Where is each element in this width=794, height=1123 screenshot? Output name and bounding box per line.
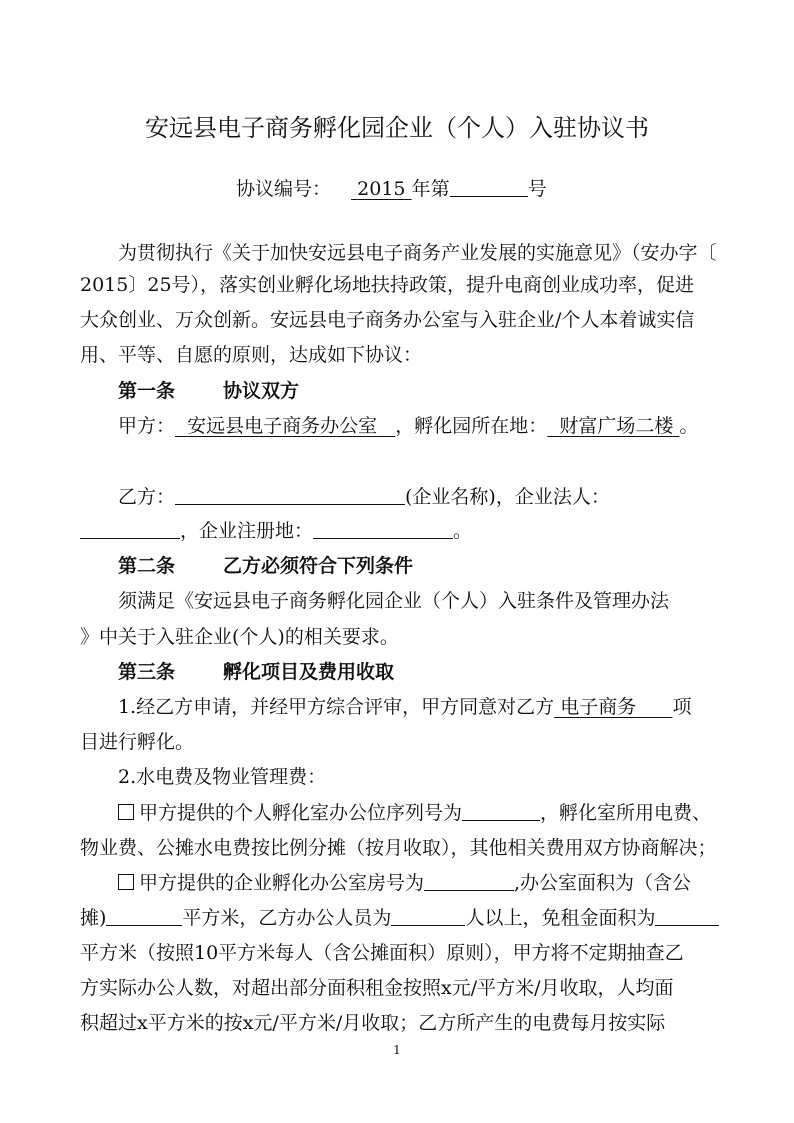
preamble-line-4: 用、平等、自愿的原则，达成如下协议： xyxy=(80,344,423,366)
staff-count-blank xyxy=(391,907,465,926)
article-3-item-2: 2.水电费及物业管理费： xyxy=(118,766,327,788)
company-name-blank xyxy=(175,486,405,505)
preamble-line-3: 大众创业、万众创新。安远县电子商务办公室与入驻企业/个人本着诚实信 xyxy=(80,309,695,331)
incubator-location: 财富广场二楼 xyxy=(559,415,674,437)
party-a-line: 甲方： 安远县电子商务办公室 ，孵化园所在地： 财富广场二楼 。 xyxy=(118,415,699,437)
article-3-item-1-cont: 目进行孵化。 xyxy=(80,731,195,753)
office-area-blank xyxy=(106,907,182,926)
option-company-office-line-5: 积超过x平方米的按x元/平方米/月收取；乙方所产生的电费每月按实际 xyxy=(80,1012,666,1034)
preamble-line-1: 为贯彻执行《关于加快安远县电子商务产业发展的实施意见》（安办字〔 xyxy=(118,242,717,264)
article-2-heading: 第二条 乙方必须符合下列条件 xyxy=(118,555,414,577)
agreement-number-blank xyxy=(450,178,528,197)
party-b-line: 乙方： (企业名称)，企业法人： xyxy=(118,486,610,508)
room-number-blank xyxy=(424,872,514,891)
option-company-office-line-3: 平方米（按照10平方米每人（含公摊面积）原则），甲方将不定期抽查乙 xyxy=(80,942,684,964)
option-personal-office: 甲方提供的个人孵化室办公位序列号为 ，孵化室所用电费、 xyxy=(118,800,711,826)
rent-free-area-blank xyxy=(655,907,719,926)
project-name: 电子商务 xyxy=(560,696,637,718)
option-company-office-line-2: 摊) 平方米，乙方办公人员为 人以上，免租金面积为 xyxy=(80,905,719,931)
preamble-line-2: 2015〕25号），落实创业孵化场地扶持政策，提升电商创业成功率，促进 xyxy=(80,274,695,296)
page-number: 1 xyxy=(393,1043,401,1057)
document-title: 安远县电子商务孵化园企业（个人）入驻协议书 xyxy=(145,114,649,142)
agreement-number-label: 协议编号： xyxy=(236,178,332,200)
agreement-year: 2015 xyxy=(357,178,406,200)
agreement-number-line: 协议编号： 2015 年第 号 xyxy=(236,178,547,200)
party-a-value: 安远县电子商务办公室 xyxy=(187,415,378,437)
article-3-item-1: 1.经乙方申请，并经甲方综合评审，甲方同意对乙方 电子商务 项 xyxy=(118,696,692,718)
seat-number-blank xyxy=(462,802,540,821)
article-1-heading: 第一条 协议双方 xyxy=(118,380,300,402)
article-3-heading: 第三条 孵化项目及费用收取 xyxy=(118,661,395,683)
article-2-text-2: 》中关于入驻企业(个人)的相关要求。 xyxy=(80,626,399,648)
option-company-office-line-4: 方实际办公人数，对超出部分面积租金按照x元/平方米/月收取，人均面 xyxy=(80,977,674,999)
company-office-checkbox[interactable] xyxy=(118,874,134,890)
article-2-text-1: 须满足《安远县电子商务孵化园企业（个人）入驻条件及管理办法 xyxy=(118,590,670,612)
option-personal-office-cont: 物业费、公摊水电费按比例分摊（按月收取），其他相关费用双方协商解决； xyxy=(80,837,717,859)
registered-address-blank xyxy=(313,520,453,539)
party-b-line-2: ，企业注册地： 。 xyxy=(80,518,472,544)
option-company-office: 甲方提供的企业孵化办公室房号为 ,办公室面积为（含公 xyxy=(118,870,691,896)
personal-office-checkbox[interactable] xyxy=(118,804,134,820)
legal-person-blank xyxy=(80,520,180,539)
